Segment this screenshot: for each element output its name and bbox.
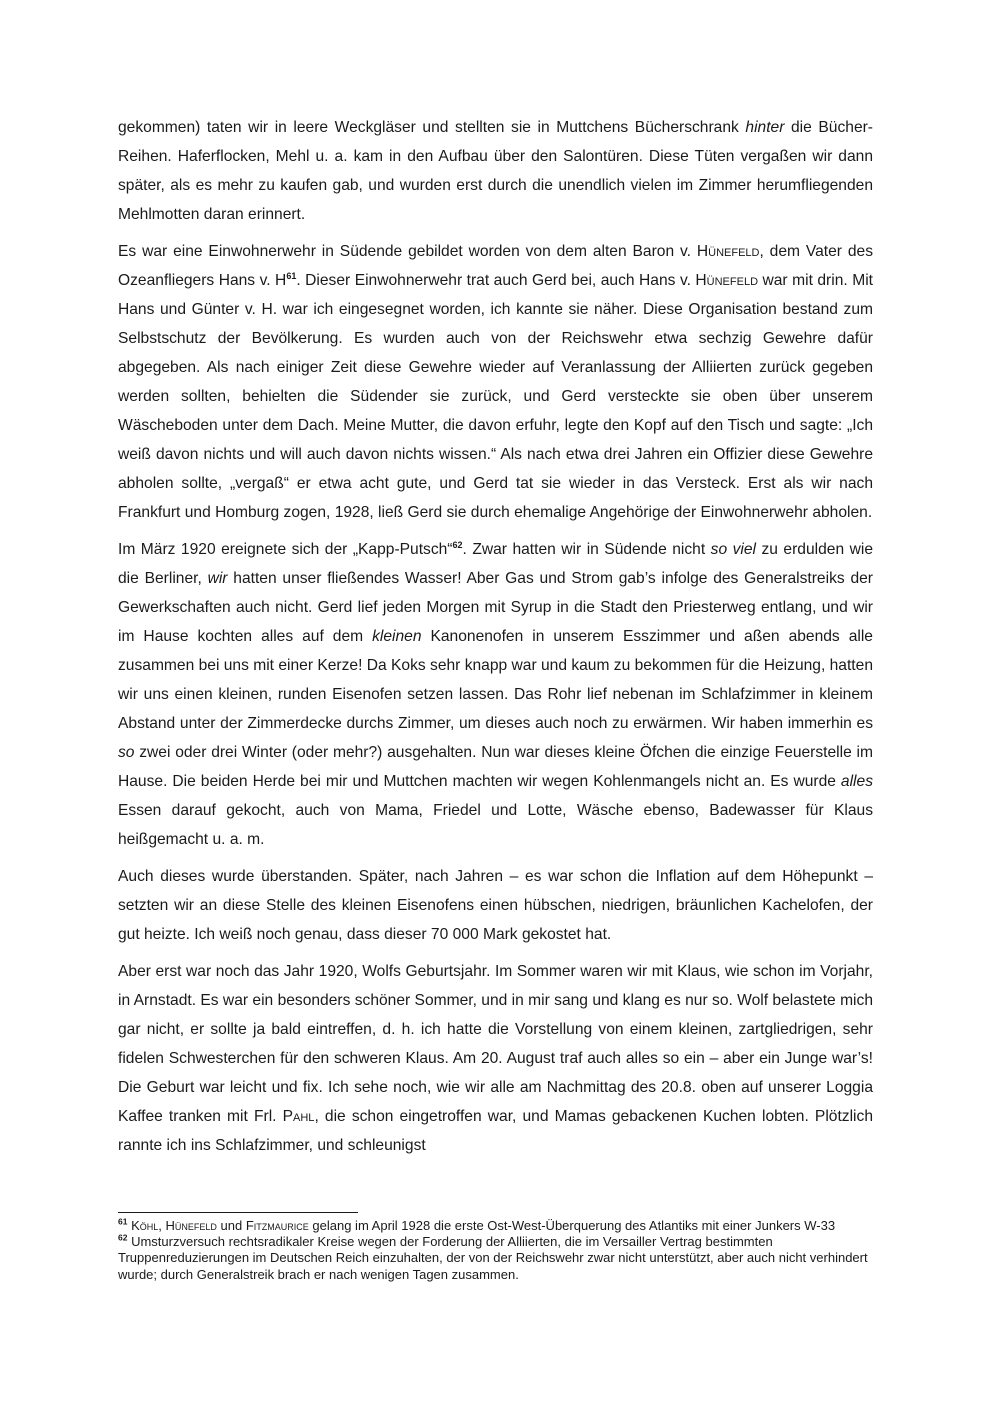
footnotes (118, 1218, 873, 1283)
footnote-reference: 61 (286, 270, 297, 281)
text-run: war mit drin. Mit Hans und Günter v. H. war ich eingesegnet worden, ich kannte sie näher. Diese Organisation bestand zum Selbstschutz der Bevölkerung. Es wurden auch von der Reichswehr etwa sechzig Gewehre dafür abgegeben. Als nach einiger Zeit diese Gewehre wieder auf Veranlassung der Alliierten zurück gegeben werden sollten, behielten die Südender sie zurück, und Gerd versteckte sie oben über unserem Wäscheboden unter dem Dach. Meine Mutter, die davon erfuhr, legte den Kopf auf den Tisch und sagte: „Ich weiß davon nichts und will auch davon nichts wissen.“ Als nach etwa drei Jahren ein Offizier diese Gewehre abholen sollte, „vergaß“ er etwa acht gute, und Gerd tat sie wieder in das Versteck. Erst als wir nach Frankfurt und Homburg zogen, 1928, ließ Gerd sie durch ehemalige Angehörige der Einwohnerwehr abholen. (118, 272, 873, 521)
name-smallcaps: Pahl (282, 1108, 315, 1125)
footnote-text (131, 1218, 835, 1233)
name-smallcaps: Köhl (131, 1218, 159, 1233)
text-run: Essen darauf gekocht, auch von Mama, Friedel und Lotte, Wäsche ebenso, Badewasser für Klaus heißgemacht u. a. m. (118, 802, 873, 848)
italic-text: wir (207, 570, 228, 587)
text-run: , (158, 1218, 166, 1233)
footnote-text (118, 1234, 868, 1281)
name-smallcaps: Fitzmaurice (245, 1218, 309, 1233)
italic-text: so viel (710, 541, 756, 558)
paragraph (118, 862, 873, 949)
paragraph (118, 535, 873, 854)
paragraph (118, 957, 873, 1160)
text-run: gelang im April 1928 die erste Ost-West-Überquerung des Atlantiks mit einer Junkers W-33 (308, 1218, 836, 1233)
text-run: zwei oder drei Winter (oder mehr?) ausgehalten. Nun war dieses kleine Öfchen die einzige Feuerstelle im Hause. Die beiden Herde bei mir und Muttchen machten wir wegen Kohlenmangels nicht an. Es wurde (118, 744, 873, 790)
text-run: gekommen) taten wir in leere Weckgläser und stellten sie in Muttchens Bücherschrank (118, 119, 746, 136)
text-run: hatten unser fließendes Wasser! Aber Gas und Strom gab’s infolge des Generalstreiks der Gewerkschaften auch nicht. Gerd lief jeden Morgen mit Syrup in die Stadt den Priesterweg entlang, und wir im Hause kochten alles auf dem (118, 570, 873, 645)
text-run: und (216, 1218, 246, 1233)
footnote (118, 1234, 873, 1283)
footnote-divider (118, 1212, 358, 1213)
name-smallcaps: Hünefeld (696, 243, 760, 260)
text-run: Aber erst war noch das Jahr 1920, Wolfs Geburtsjahr. Im Sommer waren wir mit Klaus, wie schon im Vorjahr, in Arnstadt. Es war ein besonders schöner Sommer, und in mir sang und klang es nur so. Wolf belastete mich gar nicht, er sollte ja bald eintreffen, d. h. ich hatte die Vorstellung von einem kleinen, zartgliedrigen, sehr fidelen Schwesterchen für den schweren Klaus. Am 20. August traf auch alles so ein – aber ein Junge war’s! Die Geburt war leicht und fix. Ich sehe noch, wie wir alle am Nachmittag des 20.8. oben auf unserer Loggia Kaffee tranken mit Frl. (118, 963, 873, 1125)
italic-text: hinter (745, 119, 785, 136)
footnote-number: 61 (118, 1216, 128, 1227)
text-run: Auch dieses wurde überstanden. Später, nach Jahren – es war schon die Inflation auf dem Höhepunkt – setzten wir an diese Stelle des kleinen Eisenofens einen hübschen, niedrigen, bräunlichen Kachelofen, der gut heizte. Ich weiß noch genau, dass dieser 70 000 Mark gekostet hat. (118, 868, 873, 943)
text-run: Umsturzversuch rechtsradikaler Kreise wegen der Forderung der Alliierten, die im Versailler Vertrag bestimmten Truppenreduzierungen im Deutschen Reich einzuhalten, der von der Reichswehr zwar nicht unterstützt, aber auch nicht verhindert wurde; durch Generalstreik brach er nach wenigen Tagen zusammen. (118, 1234, 868, 1282)
text-run: . Zwar hatten wir in Südende nicht (462, 541, 711, 558)
page-body (118, 113, 873, 1168)
text-run: Kanonenofen in unserem Esszimmer und aßen abends alle zusammen bei uns mit einer Kerze! Da Koks sehr knapp war und kaum zu bekommen für die Heizung, hatten wir uns einen kleinen, runden Eisenofen setzen lassen. Das Rohr lief nebenan im Schlafzimmer in kleinem Abstand unter der Zimmerdecke durchs Zimmer, um dieses auch noch zu erwärmen. Wir haben immerhin es (118, 628, 873, 732)
name-smallcaps: Hünefeld (695, 272, 759, 289)
text-run: zu erdulden wie die Berliner, (118, 541, 873, 587)
italic-text: so (118, 744, 135, 761)
italic-text: alles (840, 773, 873, 790)
footnote (118, 1218, 873, 1234)
italic-text: kleinen (372, 628, 422, 645)
text-run: , die schon eingetroffen war, und Mamas gebackenen Kuchen lobten. Plötzlich rannte ich ins Schlafzimmer, und schleunigst (118, 1108, 873, 1154)
text-run: , dem Vater des Ozeanfliegers Hans v. H (118, 243, 874, 289)
paragraph (118, 113, 873, 229)
text-run: Im März 1920 ereignete sich der „Kapp-Putsch“ (118, 541, 453, 558)
name-smallcaps: Hünefeld (165, 1218, 217, 1233)
text-run: die Bücher-Reihen. Haferflocken, Mehl u. a. kam in den Aufbau über den Salontüren. Diese Tüten vergaßen wir dann später, als es mehr zu kaufen gab, und wurden erst durch die unendlich vielen im Zimmer herumfliegenden Mehlmotten daran erinnert. (118, 119, 874, 223)
footnote-number: 62 (118, 1232, 128, 1243)
paragraph (118, 237, 873, 527)
footnote-reference: 62 (452, 539, 463, 550)
text-run: . Dieser Einwohnerwehr trat auch Gerd bei, auch Hans v. (296, 272, 696, 289)
text-run: Es war eine Einwohnerwehr in Südende gebildet worden von dem alten Baron v. (118, 243, 697, 260)
